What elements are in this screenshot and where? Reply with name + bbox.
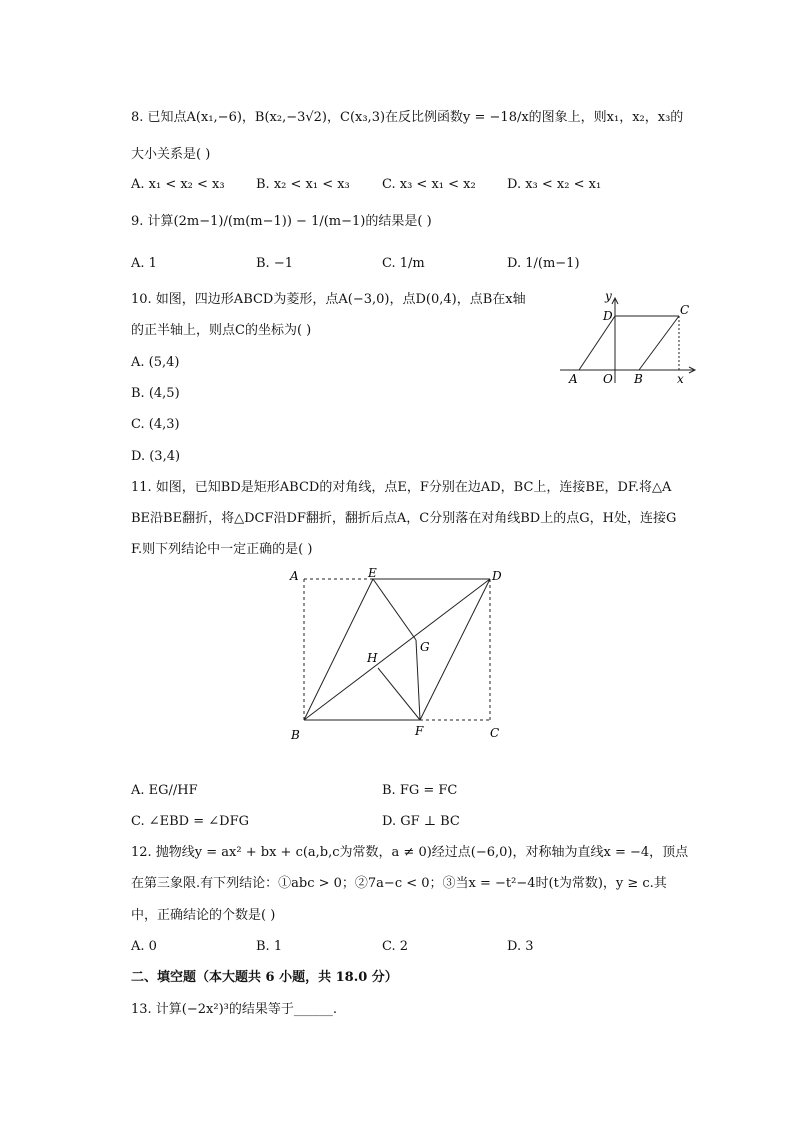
q9-stem: 9. 计算(2m−1)/(m(m−1)) − 1/(m−1)的结果是( ) xyxy=(131,214,432,229)
q11-label-b: B xyxy=(291,728,300,742)
q10-option-b: B. (4,5) xyxy=(131,386,180,401)
q11-label-f: F xyxy=(415,724,424,738)
q12-stem-line1: 12. 抛物线y = ax² + bx + c(a,b,c为常数，a ≠ 0)经过点(−6,0)，对称轴为直线x = −4，顶点 xyxy=(131,845,689,860)
q11-segment-hf xyxy=(378,668,420,720)
section-2-heading: 二、填空题（本大题共 6 小题，共 18.0 分） xyxy=(131,970,398,985)
q11-label-d: D xyxy=(492,569,502,583)
q8-option-b: B. x₂ < x₁ < x₃ xyxy=(256,177,350,192)
q11-stem-line3: F.则下列结论中一定正确的是( ) xyxy=(131,542,313,557)
q10-stem-line2: 的正半轴上，则点C的坐标为( ) xyxy=(131,323,312,338)
q11-option-b: B. FG = FC xyxy=(382,783,458,798)
q12-option-c: C. 2 xyxy=(382,939,409,954)
q10-label-d: D xyxy=(603,309,613,323)
q11-segment-eg xyxy=(373,579,416,640)
q8-stem-line1: 8. 已知点A(x₁,−6)，B(x₂,−3√2)，C(x₃,3)在反比例函数y = −18/x的图象上，则x₁，x₂，x₃的 xyxy=(131,110,684,125)
q11-segment-fd xyxy=(420,579,490,720)
q11-label-g: G xyxy=(420,640,430,654)
q10-label-o: O xyxy=(603,372,613,386)
q10-side-cb xyxy=(639,316,679,370)
q11-label-a: A xyxy=(290,569,299,583)
q13-stem: 13. 计算(−2x²)³的结果等于______. xyxy=(131,1002,338,1017)
q11-label-c: C xyxy=(490,726,500,740)
q10-label-y: y xyxy=(605,289,612,303)
q10-label-b: B xyxy=(634,372,643,386)
q11-stem-line1: 11. 如图，已知BD是矩形ABCD的对角线，点E，F分别在边AD，BC上，连接BE，DF.将△A xyxy=(131,480,672,495)
q11-option-d: D. GF ⊥ BC xyxy=(382,814,460,829)
q12-option-a: A. 0 xyxy=(131,939,157,954)
q12-stem-line2: 在第三象限.有下列结论：①abc > 0；②7a−c < 0；③当x = −t²−4时(t为常数)，y ≥ c.其 xyxy=(131,876,667,891)
q11-option-a: A. EG//HF xyxy=(131,783,198,798)
q11-label-e: E xyxy=(368,566,377,580)
q8-option-a: A. x₁ < x₂ < x₃ xyxy=(131,177,225,192)
q11-rectangle-figure xyxy=(280,562,510,747)
q11-diagonal-bd xyxy=(304,579,490,720)
q10-side-ad xyxy=(579,316,615,370)
q9-option-c: C. 1/m xyxy=(382,256,425,271)
q8-stem-line2: 大小关系是( ) xyxy=(131,147,211,162)
q12-stem-line3: 中，正确结论的个数是( ) xyxy=(131,908,276,923)
q11-segment-be xyxy=(304,579,373,720)
q10-option-a: A. (5,4) xyxy=(131,355,180,370)
q10-option-c: C. (4,3) xyxy=(131,417,180,432)
q11-stem-line2: BE沿BE翻折，将△DCF沿DF翻折，翻折后点A，C分别落在对角线BD上的点G，H处，连接G xyxy=(131,511,677,526)
q12-option-d: D. 3 xyxy=(507,939,534,954)
q9-option-b: B. −1 xyxy=(256,256,293,271)
q10-label-x: x xyxy=(677,372,684,386)
q11-option-c: C. ∠EBD = ∠DFG xyxy=(131,814,249,829)
q10-stem-line1: 10. 如图，四边形ABCD为菱形，点A(−3,0)，点D(0,4)，点B在x轴 xyxy=(131,292,526,307)
q10-label-a: A xyxy=(569,372,578,386)
q9-option-a: A. 1 xyxy=(131,256,157,271)
q11-label-h: H xyxy=(367,651,378,665)
q10-option-d: D. (3,4) xyxy=(131,449,181,464)
q12-option-b: B. 1 xyxy=(256,939,283,954)
q8-option-d: D. x₃ < x₂ < x₁ xyxy=(507,177,602,192)
q8-option-c: C. x₃ < x₁ < x₂ xyxy=(382,177,476,192)
q10-label-c: C xyxy=(680,303,690,317)
q9-option-d: D. 1/(m−1) xyxy=(507,256,580,271)
q10-rhombus-figure xyxy=(555,288,705,388)
